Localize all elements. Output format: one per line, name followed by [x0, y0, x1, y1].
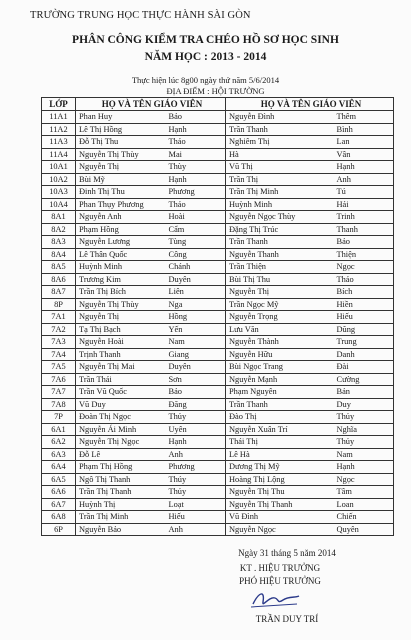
table-row: [42, 123, 394, 136]
teacher2-surname-cell: Trần Thanh: [226, 236, 334, 249]
class-cell: 6A5: [42, 473, 76, 486]
handwritten-signature: [245, 586, 305, 612]
class-cell: 6A4: [42, 461, 76, 474]
teacher2-surname-cell: Nguyễn Hữu: [226, 348, 334, 361]
location-line: ĐỊA ĐIỂM : HỘI TRƯỜNG: [166, 86, 265, 96]
teacher1-given-cell: Phương: [166, 186, 226, 199]
teacher2-given-cell: Trinh: [334, 211, 394, 224]
teacher1-surname-cell: Nguyễn Anh: [76, 211, 166, 224]
teacher1-surname-cell: Trần Thái: [76, 373, 166, 386]
teacher2-given-cell: Thủy: [334, 436, 394, 449]
class-cell: 7A8: [42, 398, 76, 411]
teacher1-given-cell: Thủy: [166, 486, 226, 499]
teacher2-surname-cell: Bùi Thị Thu: [226, 273, 334, 286]
teacher1-given-cell: Anh: [166, 448, 226, 461]
teacher2-surname-cell: Trần Thiện: [226, 261, 334, 274]
table-row: [42, 248, 394, 261]
table-row: [42, 261, 394, 274]
teacher1-surname-cell: Trần Thị Thanh: [76, 486, 166, 499]
class-cell: 8A7: [42, 286, 76, 299]
class-cell: 8A2: [42, 223, 76, 236]
school-year: NĂM HỌC : 2013 - 2014: [144, 51, 267, 63]
teacher1-given-cell: Thúy: [166, 473, 226, 486]
column-header-class: LỚP: [42, 98, 76, 111]
teacher1-given-cell: Thảo: [166, 198, 226, 211]
teacher2-given-cell: Cường: [334, 373, 394, 386]
signature-role: PHÓ HIỆU TRƯỞNG: [239, 576, 321, 586]
table-row: [42, 323, 394, 336]
table-row: [42, 161, 394, 174]
teacher1-given-cell: Bảo: [166, 386, 226, 399]
teacher1-given-cell: Hạnh: [166, 173, 226, 186]
table-row: [42, 111, 394, 124]
teacher2-given-cell: Quyên: [334, 523, 394, 536]
teacher2-surname-cell: Nguyễn Thành: [226, 336, 334, 349]
class-cell: 11A1: [42, 111, 76, 124]
teacher2-given-cell: Hạnh: [334, 161, 394, 174]
teacher2-given-cell: Bích: [334, 286, 394, 299]
teacher2-surname-cell: Nghiêm Thị: [226, 136, 334, 149]
teacher1-given-cell: Công: [166, 248, 226, 261]
signature-kt: KT . HIỆU TRƯỞNG: [239, 563, 321, 573]
teacher1-surname-cell: Trương Kim: [76, 273, 166, 286]
document-title: PHÂN CÔNG KIỂM TRA CHÉO HỒ SƠ HỌC SINH: [72, 34, 339, 46]
teacher1-given-cell: Thùy: [166, 161, 226, 174]
teacher2-given-cell: Thiện: [334, 248, 394, 261]
teacher2-given-cell: Ngọc: [334, 261, 394, 274]
teacher1-surname-cell: Đỗ Lê: [76, 448, 166, 461]
table-row: [42, 386, 394, 399]
teacher2-given-cell: Tú: [334, 186, 394, 199]
table-row: [42, 236, 394, 249]
teacher1-surname-cell: Trần Thị Bích: [76, 286, 166, 299]
teacher2-surname-cell: Nguyễn Thị Thu: [226, 486, 334, 499]
teacher1-surname-cell: Phan Thụy Phương: [76, 198, 166, 211]
class-cell: 6A6: [42, 486, 76, 499]
teacher2-given-cell: Loan: [334, 498, 394, 511]
teacher2-surname-cell: Nguyễn Mạnh: [226, 373, 334, 386]
teacher2-surname-cell: Lê Hà: [226, 448, 334, 461]
teacher2-surname-cell: Nguyễn Thị: [226, 286, 334, 299]
teacher1-surname-cell: Phạm Hồng: [76, 223, 166, 236]
table-row: [42, 398, 394, 411]
teacher2-given-cell: Trung: [334, 336, 394, 349]
class-cell: 6A1: [42, 423, 76, 436]
teacher2-surname-cell: Trần Thanh: [226, 398, 334, 411]
teacher1-given-cell: Nga: [166, 298, 226, 311]
table-row: [42, 186, 394, 199]
teacher2-surname-cell: Vũ Thị: [226, 161, 334, 174]
class-cell: 11A2: [42, 123, 76, 136]
table-row: [42, 473, 394, 486]
teacher2-surname-cell: Trần Ngọc Mỹ: [226, 298, 334, 311]
table-row: [42, 298, 394, 311]
table-row: [42, 286, 394, 299]
table-row: [42, 336, 394, 349]
teacher1-surname-cell: Tạ Thị Bạch: [76, 323, 166, 336]
class-cell: 6A2: [42, 436, 76, 449]
class-cell: 6A7: [42, 498, 76, 511]
class-cell: 8P: [42, 298, 76, 311]
teacher2-surname-cell: Trần Thị: [226, 173, 334, 186]
teacher1-surname-cell: Nguyễn Thị: [76, 161, 166, 174]
table-row: [42, 411, 394, 424]
teacher1-given-cell: Cẩm: [166, 223, 226, 236]
class-cell: 8A4: [42, 248, 76, 261]
teacher2-given-cell: Anh: [334, 173, 394, 186]
teacher1-given-cell: Giang: [166, 348, 226, 361]
teacher1-surname-cell: Đỗ Thị Thu: [76, 136, 166, 149]
teacher2-given-cell: Ngọc: [334, 473, 394, 486]
teacher1-surname-cell: Bùi Mỹ: [76, 173, 166, 186]
teacher1-given-cell: Tùng: [166, 236, 226, 249]
teacher1-surname-cell: Nguyễn Lương: [76, 236, 166, 249]
table-row: [42, 523, 394, 536]
teacher1-surname-cell: Nguyễn Hoài: [76, 336, 166, 349]
teacher1-surname-cell: Nguyễn Ái Minh: [76, 423, 166, 436]
teacher2-surname-cell: Nguyễn Ngọc Thùy: [226, 211, 334, 224]
table-row: [42, 498, 394, 511]
teacher1-surname-cell: Phạm Thị Hồng: [76, 461, 166, 474]
table-row: [42, 198, 394, 211]
teacher2-given-cell: Bảo: [334, 236, 394, 249]
teacher2-given-cell: Lan: [334, 136, 394, 149]
table-row: [42, 511, 394, 524]
teacher2-surname-cell: Bùi Ngọc Trang: [226, 361, 334, 374]
teacher1-surname-cell: Lê Thân Quốc: [76, 248, 166, 261]
signer-name: TRẦN DUY TRÍ: [255, 614, 319, 624]
time-line: Thực hiện lúc 8g00 ngày thứ năm 5/6/2014: [131, 75, 280, 85]
class-cell: 7A5: [42, 361, 76, 374]
table-row: [42, 148, 394, 161]
teacher1-given-cell: Yến: [166, 323, 226, 336]
teacher1-given-cell: Thảo: [166, 136, 226, 149]
teacher2-surname-cell: Trần Thị Minh: [226, 186, 334, 199]
teacher1-given-cell: Liên: [166, 286, 226, 299]
class-cell: 8A5: [42, 261, 76, 274]
teacher2-given-cell: Dũng: [334, 323, 394, 336]
teacher2-surname-cell: Nguyễn Trọng: [226, 311, 334, 324]
teacher2-given-cell: Duy: [334, 398, 394, 411]
teacher1-given-cell: Bảo: [166, 111, 226, 124]
teacher1-surname-cell: Vũ Duy: [76, 398, 166, 411]
teacher2-surname-cell: Phạm Nguyên: [226, 386, 334, 399]
teacher1-surname-cell: Đoàn Thị Ngọc: [76, 411, 166, 424]
class-cell: 7A7: [42, 386, 76, 399]
teacher1-surname-cell: Đinh Thị Thu: [76, 186, 166, 199]
teacher1-surname-cell: Huỳnh Minh: [76, 261, 166, 274]
teacher2-given-cell: Thêm: [334, 111, 394, 124]
teacher1-given-cell: Duyên: [166, 361, 226, 374]
table-row: [42, 311, 394, 324]
teacher1-surname-cell: Trần Vũ Quốc: [76, 386, 166, 399]
teacher2-given-cell: Nam: [334, 448, 394, 461]
table-row: [42, 423, 394, 436]
class-cell: 8A1: [42, 211, 76, 224]
teacher2-surname-cell: Nguyễn Thị Thanh: [226, 498, 334, 511]
teacher1-given-cell: Thủy: [166, 411, 226, 424]
teacher1-given-cell: Đăng: [166, 398, 226, 411]
teacher1-given-cell: Hạnh: [166, 123, 226, 136]
teacher2-given-cell: Hạnh: [334, 461, 394, 474]
teacher2-given-cell: Hiền: [334, 298, 394, 311]
table-row: [42, 373, 394, 386]
teacher2-given-cell: Tâm: [334, 486, 394, 499]
class-cell: 10A3: [42, 186, 76, 199]
teacher2-given-cell: Danh: [334, 348, 394, 361]
teacher2-given-cell: Thủy: [334, 411, 394, 424]
teacher1-given-cell: Nam: [166, 336, 226, 349]
teacher1-surname-cell: Nguyễn Thị Ngọc: [76, 436, 166, 449]
class-cell: 10A2: [42, 173, 76, 186]
teacher1-surname-cell: Nguyễn Thị Thùy: [76, 148, 166, 161]
teacher1-given-cell: Hồng: [166, 311, 226, 324]
class-cell: 11A3: [42, 136, 76, 149]
teacher1-surname-cell: Trịnh Thanh: [76, 348, 166, 361]
teacher2-given-cell: Bình: [334, 123, 394, 136]
teacher2-surname-cell: Nguyễn Thanh: [226, 248, 334, 261]
teacher2-surname-cell: Dương Thị Mỹ: [226, 461, 334, 474]
teacher2-surname-cell: Trần Thanh: [226, 123, 334, 136]
teacher1-surname-cell: Nguyễn Bảo: [76, 523, 166, 536]
teacher1-surname-cell: Trần Thị Minh: [76, 511, 166, 524]
class-cell: 7P: [42, 411, 76, 424]
table-row: [42, 173, 394, 186]
teacher2-given-cell: Thảo: [334, 273, 394, 286]
teacher2-surname-cell: Vũ Đình: [226, 511, 334, 524]
table-row: [42, 223, 394, 236]
teacher2-given-cell: Đài: [334, 361, 394, 374]
teacher1-given-cell: Uyên: [166, 423, 226, 436]
teacher2-given-cell: Nghĩa: [334, 423, 394, 436]
table-header-row: [42, 98, 394, 111]
class-cell: 7A6: [42, 373, 76, 386]
assignment-table: [41, 97, 394, 536]
table-row: [42, 136, 394, 149]
table-row: [42, 448, 394, 461]
class-cell: 6A3: [42, 448, 76, 461]
teacher1-surname-cell: Lê Thị Hồng: [76, 123, 166, 136]
class-cell: 7A1: [42, 311, 76, 324]
column-header-teacher-2: HỌ VÀ TÊN GIÁO VIÊN: [226, 98, 394, 111]
teacher1-surname-cell: Nguyễn Thị Mai: [76, 361, 166, 374]
teacher1-given-cell: Sơn: [166, 373, 226, 386]
teacher2-given-cell: Bản: [334, 386, 394, 399]
teacher2-surname-cell: Lưu Văn: [226, 323, 334, 336]
class-cell: 6A8: [42, 511, 76, 524]
table-row: [42, 486, 394, 499]
teacher2-surname-cell: Huỳnh Minh: [226, 198, 334, 211]
teacher1-given-cell: Anh: [166, 523, 226, 536]
class-cell: 7A4: [42, 348, 76, 361]
class-cell: 7A3: [42, 336, 76, 349]
class-cell: 6P: [42, 523, 76, 536]
teacher2-surname-cell: Thái Thị: [226, 436, 334, 449]
teacher2-given-cell: Thanh: [334, 223, 394, 236]
class-cell: 8A3: [42, 236, 76, 249]
class-cell: 8A6: [42, 273, 76, 286]
teacher2-surname-cell: Nguyễn Ngọc: [226, 523, 334, 536]
teacher2-surname-cell: Nguyễn Đình: [226, 111, 334, 124]
table-row: [42, 348, 394, 361]
teacher1-surname-cell: Nguyễn Thị: [76, 311, 166, 324]
class-cell: 7A2: [42, 323, 76, 336]
teacher1-given-cell: Hiếu: [166, 511, 226, 524]
teacher2-surname-cell: Hoàng Thị Lộng: [226, 473, 334, 486]
school-name: TRƯỜNG TRUNG HỌC THỰC HÀNH SÀI GÒN: [30, 10, 251, 21]
class-cell: 10A4: [42, 198, 76, 211]
class-cell: 11A4: [42, 148, 76, 161]
teacher1-surname-cell: Ngô Thị Thanh: [76, 473, 166, 486]
teacher1-given-cell: Hạnh: [166, 436, 226, 449]
teacher1-surname-cell: Nguyễn Thị Thùy: [76, 298, 166, 311]
table-body: [42, 111, 394, 536]
teacher2-surname-cell: Nguyễn Xuân Trí: [226, 423, 334, 436]
teacher1-given-cell: Duyên: [166, 273, 226, 286]
teacher2-given-cell: Vân: [334, 148, 394, 161]
teacher2-given-cell: Hiếu: [334, 311, 394, 324]
teacher1-given-cell: Phương: [166, 461, 226, 474]
table-row: [42, 436, 394, 449]
teacher2-surname-cell: Đào Thị: [226, 411, 334, 424]
teacher1-given-cell: Mai: [166, 148, 226, 161]
table-row: [42, 273, 394, 286]
teacher1-given-cell: Hoài: [166, 211, 226, 224]
teacher1-given-cell: Chánh: [166, 261, 226, 274]
class-cell: 10A1: [42, 161, 76, 174]
signature-date: Ngày 31 tháng 5 năm 2014: [238, 548, 336, 558]
teacher1-surname-cell: Phan Huy: [76, 111, 166, 124]
column-header-teacher-1: HỌ VÀ TÊN GIÁO VIÊN: [76, 98, 226, 111]
teacher2-given-cell: Chiến: [334, 511, 394, 524]
table-row: [42, 211, 394, 224]
teacher2-given-cell: Hải: [334, 198, 394, 211]
teacher2-surname-cell: Đặng Thị Trúc: [226, 223, 334, 236]
teacher2-surname-cell: Hà: [226, 148, 334, 161]
table-row: [42, 361, 394, 374]
teacher1-surname-cell: Huỳnh Thị: [76, 498, 166, 511]
teacher1-given-cell: Loạt: [166, 498, 226, 511]
table-row: [42, 461, 394, 474]
